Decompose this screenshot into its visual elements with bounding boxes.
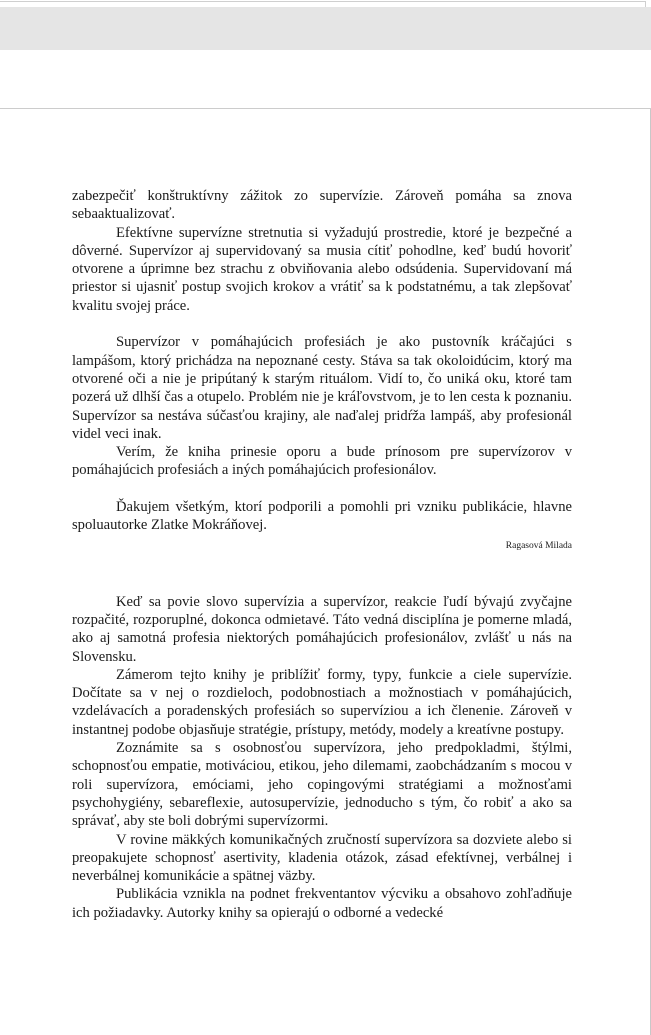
paragraph: Supervízor v pomáhajúcich profesiách je ako pustovník kráčajúci s lampášom, ktorý prichádza na nepoznané cesty. Stáva sa tak okoloidúcim, ktorý ma otvorené oči a nie je pripútaný k starým rituálom. Vidí to, čo uniká oku, ktoré tam pozerá už dlhší čas a otupelo. Problém nie je kráľovstvom, je to len cesta k poznaniu. Supervízor sa nestáva súčasťou krajiny, ale naďalej pridŕža lampáš, aby profesionál videl veci inak.	[72, 334, 572, 442]
paragraph: V rovine mäkkých komunikačných zručností supervízora sa dozviete alebo si preopakujete schopnosť asertivity, kladenia otázok, zásad efektívnej, verbálnej i neverbálnej komunikácie a spätnej väzby.	[72, 831, 572, 885]
paragraph: Publikácia vznikla na podnet frekventantov výcviku a obsahovo zohľadňuje ich požiadavky. Autorky knihy sa opierajú o odborné a vedecké	[72, 886, 572, 921]
ruler-area	[0, 50, 651, 108]
paragraph: Zoznámite sa s osobnosťou supervízora, jeho predpokladmi, štýlmi, schopnosťou empatie, motiváciou, etikou, jeho dilemami, zaobchádzaním s mocou v roli supervízora, emóciami, jeho copingovými stratégiami a možnosťami psychohygiény, sebareflexie, autosupervízie, jednoducho s tým, čo robiť a ako sa správať, aby ste boli dobrými supervízormi.	[72, 740, 572, 830]
document-page	[0, 109, 651, 1035]
author-signature: Ragasová Milada	[505, 540, 572, 551]
paragraph: Keď sa povie slovo supervízia a supervízor, reakcie ľudí bývajú zvyčajne rozpačité, rozporuplné, dokonca odmietavé. Táto vedná disciplína je pomerne mladá, ako aj samotná profesia niektorých pomáhajúcich profesionálov, zvlášť u nás na Slovensku.	[72, 593, 572, 665]
paragraph: Efektívne supervízne stretnutia si vyžadujú prostredie, ktoré je bezpečné a dôverné. Supervízor aj supervidovaný sa musia cítiť pohodlne, keď budú hovoriť otvorene a úprimne bez strachu z obviňovania alebo odsúdenia. Supervidovaní má priestor si ujasniť postup svojich krokov a vrátiť sa k podstatnému, a tak zlepšovať kvalitu svojej práce.	[72, 224, 572, 314]
paragraph: Ďakujem všetkým, ktorí podporili a pomohli pri vzniku publikácie, hlavne spoluautorke Zlatke Mokráňovej.	[72, 499, 572, 534]
paragraph-gap	[72, 480, 572, 498]
paragraph-gap	[72, 315, 572, 333]
window-top-border	[0, 1, 645, 2]
toolbar-area	[0, 7, 651, 50]
paragraph: Zámerom tejto knihy je priblížiť formy, typy, funkcie a ciele supervízie. Dočítate sa v nej o rozdieloch, podobnostiach a možnostiach v pomáhajúcich, vzdelávacích a poradenských profesiách so supervíziou a ich členenie. Zároveň v instantnej podobe objasňuje stratégie, prístupy, metódy, modely a kreatívne postupy.	[72, 666, 572, 738]
section-gap	[72, 555, 572, 593]
document-body	[72, 187, 572, 922]
paragraph: zabezpečiť konštruktívny zážitok zo supervízie. Zároveň pomáha sa znova sebaaktualizovať.	[72, 188, 572, 223]
paragraph: Verím, že kniha prinesie oporu a bude prínosom pre supervízorov v pomáhajúcich profesiách a iných pomáhajúcich profesionálov.	[72, 444, 572, 479]
